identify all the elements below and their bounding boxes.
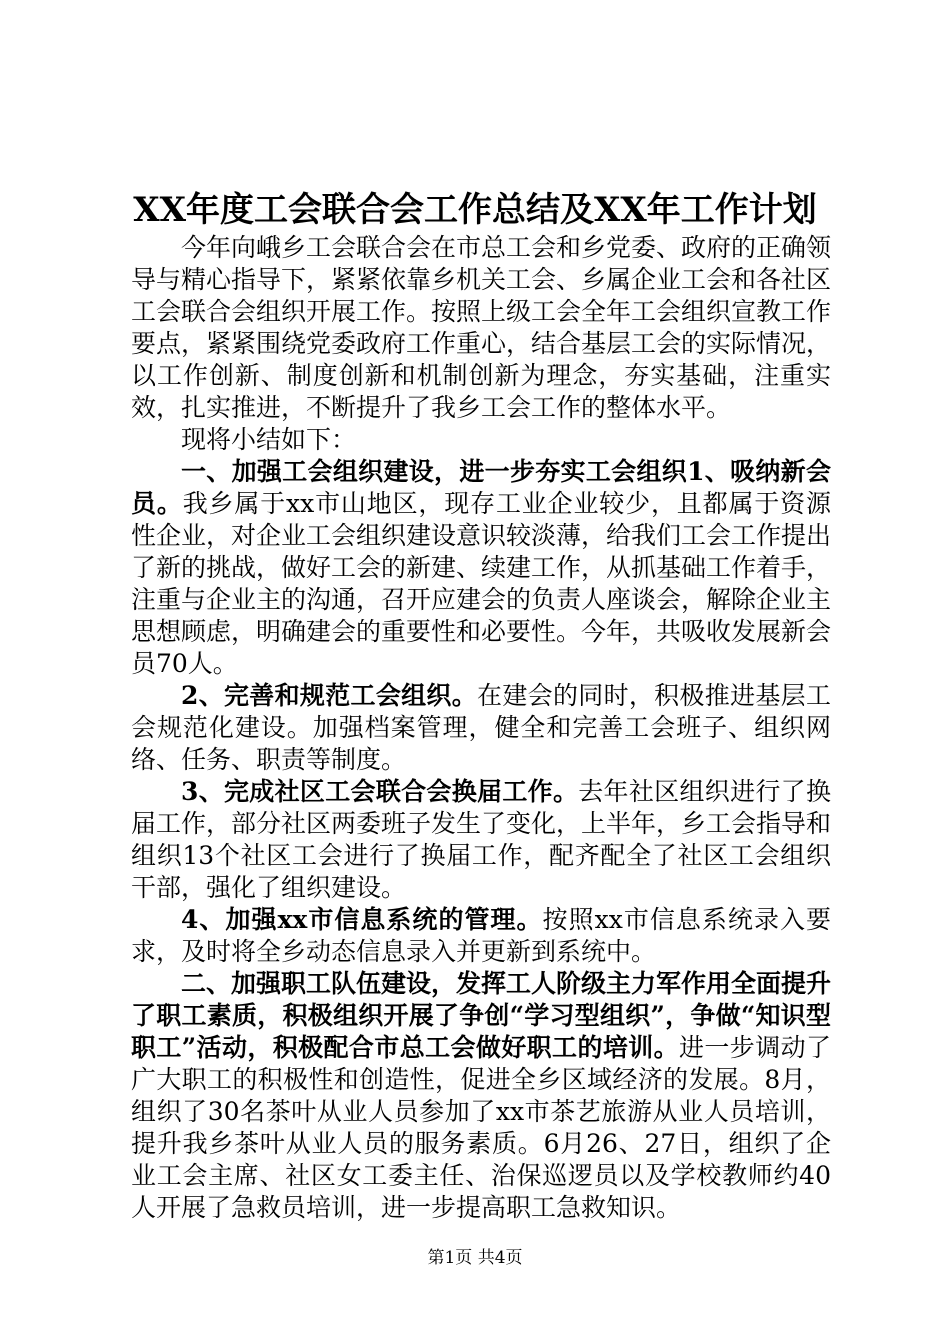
section-heading-paragraph: 二、加强职工队伍建设，发挥工人阶级主力军作用全面提升了职工素质，积极组织开展了争创“学习型组织”，争做“知识型职工”活动，积极配合市总工会做好职工的培训。进一步调动了广大职工的积极性和创造性，促进全乡区域经济的发展。8月，组织了30名茶叶从业人员参加了xx市茶艺旅游从业人员培训，提升我乡茶叶从业人员的服务素质。6月26、27日，组织了企业工会主席、社区女工委主任、治保巡逻员以及学校教师约40人开展了急救员培训，进一步提高职工急救知识。 <box>131 969 832 1222</box>
paragraph: 4、加强xx市信息系统的管理。按照xx市信息系统录入要求，及时将全乡动态信息录入并更新到系统中。 <box>131 905 831 966</box>
paragraph: 今年向峨乡工会联合会在市总工会和乡党委、政府的正确领导与精心指导下，紧紧依靠乡机关工会、乡属企业工会和各社区工会联合会组织开展工作。按照上级工会全年工会组织宣教工作要点，紧紧围绕党委政府工作重心，结合基层工会的实际情况，以工作创新、制度创新和机制创新为理念，夯实基础，注重实效，扎实推进，不断提升了我乡工会工作的整体水平。 <box>131 233 832 422</box>
page-number-footer: 第1页 共4页 <box>427 1248 523 1268</box>
document-title: XX年度工会联合会工作总结及XX年工作计划 <box>133 190 817 230</box>
paragraph: 2、完善和规范工会组织。在建会的同时，积极推进基层工会规范化建设。加强档案管理，健全和完善工会班子、组织网络、任务、职责等制度。 <box>131 681 831 774</box>
document-body <box>131 232 831 1224</box>
paragraph: 现将小结如下： <box>181 425 357 454</box>
paragraph: 3、完成社区工会联合会换届工作。去年社区组织进行了换届工作，部分社区两委班子发生了变化，上半年，乡工会指导和组织13个社区工会进行了换届工作，配齐配全了社区工会组织干部，强化了组织建设。 <box>131 777 832 902</box>
section-heading-paragraph: 一、加强工会组织建设，进一步夯实工会组织1、吸纳新会员。我乡属于xx市山地区，现存工业企业较少，且都属于资源性企业，对企业工会组织建设意识较淡薄，给我们工会工作提出了新的挑战，做好工会的新建、续建工作，从抓基础工作着手，注重与企业主的沟通，召开应建会的负责人座谈会，解除企业主思想顾虑，明确建会的重要性和必要性。今年，共吸收发展新会员70人。 <box>131 457 832 678</box>
